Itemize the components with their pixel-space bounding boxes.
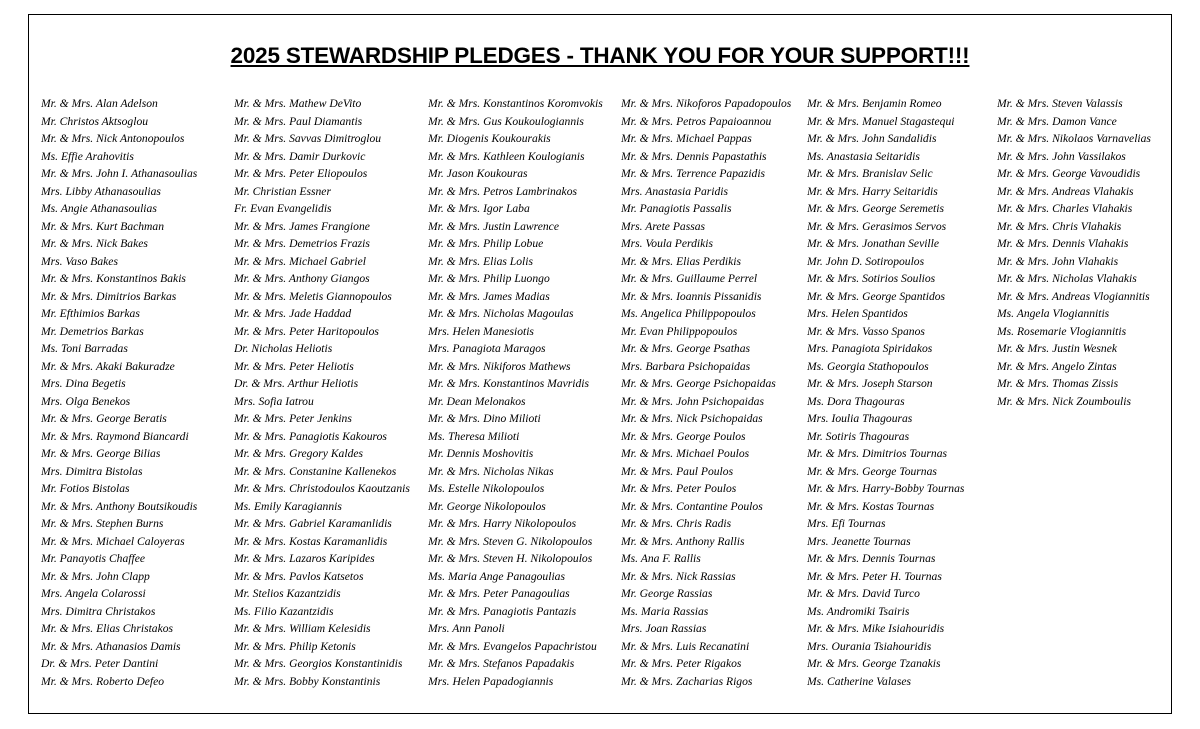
pledge-name: Mr. & Mrs. Nicholas Vlahakis — [997, 272, 1137, 285]
pledge-name: Mr. & Mrs. Sotirios Soulios — [807, 272, 936, 285]
pledge-name: Dr. Nicholas Heliotis — [234, 342, 333, 355]
pledge-name: Mr. & Mrs. Chris Radis — [621, 517, 732, 530]
pledge-name: Mr. & Mrs. Nicholas Nikas — [428, 464, 554, 478]
pledge-name: Mr. & Mrs. Steven Valassis — [997, 97, 1123, 110]
pledge-name: Mr. & Mrs. Constanine Kallenekos — [234, 464, 397, 478]
pledge-name: Mrs. Libby Athanasoulias — [41, 184, 161, 198]
pledge-name: Mr. & Mrs. Nick Antonopoulos — [41, 132, 185, 145]
pledge-name: Mr. & Mrs. Jonathan Seville — [807, 237, 940, 250]
pledges-column-1 — [35, 95, 228, 690]
pledge-name: Mr. & Mrs. Michael Poulos — [621, 447, 750, 460]
pledge-name: Mr. & Mrs. Michael Caloyeras — [41, 534, 185, 548]
pledge-name: Mr. & Mrs. Dennis Papastathis — [621, 149, 767, 163]
pledge-name: Mr. & Mrs. John Clapp — [41, 569, 150, 583]
pledge-name: Mr. & Mrs. Benjamin Romeo — [807, 97, 942, 110]
pledge-name: Mr. & Mrs. Dimitrios Tournas — [807, 447, 948, 460]
pledge-name: Mr. & Mrs. Mathew DeVito — [234, 97, 362, 110]
pledge-name: Mr. & Mrs. Konstantinos Mavridis — [428, 377, 590, 390]
pledge-name: Mr. & Mrs. Damir Durkovic — [234, 149, 366, 163]
pledge-name: Mr. & Mrs. David Turco — [807, 587, 920, 600]
pledge-name: Mr. & Mrs. Guillaume Perrel — [621, 272, 758, 285]
pledge-name: Mr. & Mrs. John Sandalidis — [807, 132, 937, 145]
pledge-name: Mrs. Sofia Iatrou — [234, 394, 314, 408]
pledge-name: Mrs. Arete Passas — [621, 219, 706, 233]
pledge-name: Mr. & Mrs. Alan Adelson — [41, 97, 158, 110]
pledge-name: Mrs. Dimitra Christakos — [41, 604, 156, 618]
pledge-name: Mr. & Mrs. Raymond Biancardi — [41, 429, 189, 443]
pledge-name: Mr. Christos Aktsoglou — [41, 114, 149, 128]
pledge-name: Mr. & Mrs. Kostas Karamanlidis — [234, 534, 388, 548]
pledge-name: Mr. & Mrs. Harry-Bobby Tournas — [807, 482, 965, 495]
pledge-name: Ms. Dora Thagouras — [807, 394, 905, 408]
pledge-name: Mrs. Jeanette Tournas — [807, 534, 911, 548]
pledge-name: Mr. & Mrs. Manuel Stagastequi — [807, 114, 955, 128]
pledge-name: Ms. Georgia Stathopoulos — [807, 359, 929, 373]
pledge-name: Mrs. Helen Papadogiannis — [428, 674, 554, 688]
pledge-name: Mr. & Mrs. Nick Zoumboulis — [997, 394, 1131, 408]
pledge-name: Mr. Efthimios Barkas — [41, 307, 140, 320]
pledge-name: Mr. Sotiris Thagouras — [807, 429, 910, 443]
pledge-name: Mr. & Mrs. George Tournas — [807, 464, 937, 478]
pledge-name: Mr. & Mrs. Kurt Bachman — [41, 219, 165, 233]
pledge-name: Mrs. Anastasia Paridis — [621, 184, 729, 198]
pledge-name: Mr. Dean Melonakos — [428, 394, 526, 408]
pledge-name: Mr. & Mrs. George Beratis — [41, 412, 167, 425]
pledge-name: Mr. & Mrs. James Frangione — [234, 219, 370, 233]
pledge-name: Mr. & Mrs. Kathleen Koulogianis — [428, 149, 585, 163]
pledge-name: Mr. Evan Philippopoulos — [621, 324, 738, 338]
pledge-name: Mr. & Mrs. Anthony Rallis — [621, 534, 745, 548]
pledge-name: Mr. Christian Essner — [234, 184, 331, 198]
pledge-name: Mr. & Mrs. Lazaros Karipides — [234, 552, 375, 565]
page-title: 2025 STEWARDSHIP PLEDGES - THANK YOU FOR YOUR SUPPORT!!! — [230, 43, 970, 68]
pledge-name: Mr. & Mrs. Anthony Boutsikoudis — [41, 499, 198, 513]
pledge-name: Mr. & Mrs. Michael Gabriel — [234, 254, 367, 268]
pledge-name: Mr. & Mrs. Philip Ketonis — [234, 639, 356, 653]
pledge-name: Mr. & Mrs. Meletis Giannopoulos — [234, 289, 392, 303]
pledge-name: Mr. & Mrs. George Bilias — [41, 447, 161, 460]
pledges-column-2 — [228, 95, 422, 690]
pledge-name: Mr. & Mrs. Pavlos Katsetos — [234, 569, 364, 583]
pledge-name: Mr. & Mrs. Christodoulos Kaoutzanis — [234, 482, 410, 495]
pledge-name: Mr. & Mrs. Savvas Dimitroglou — [234, 132, 382, 145]
pledge-name: Mr. & Mrs. Justin Lawrence — [428, 219, 559, 233]
pledge-name: Dr. & Mrs. Peter Dantini — [41, 657, 159, 670]
pledge-name: Ms. Toni Barradas — [41, 342, 128, 355]
pledge-name: Mr. & Mrs. Georgios Konstantinidis — [234, 657, 403, 670]
pledge-name: Mr. & Mrs. John Vassilakos — [997, 149, 1126, 163]
pledge-name: Mr. Dennis Moshovitis — [428, 447, 534, 460]
pledge-name: Dr. & Mrs. Arthur Heliotis — [234, 377, 359, 390]
pledge-name: Mrs. Helen Manesiotis — [428, 324, 534, 338]
pledge-name: Mr. & Mrs. William Kelesidis — [234, 622, 371, 635]
pledge-name: Mrs. Olga Benekos — [41, 394, 131, 408]
pledge-name: Mr. & Mrs. Andreas Vlahakis — [997, 184, 1134, 198]
pledge-name: Mr. & Mrs. Nikoforos Papadopoulos — [621, 97, 792, 110]
pledge-name: Mrs. Panagiota Maragos — [428, 342, 546, 355]
pledge-name: Mr. & Mrs. Zacharias Rigos — [621, 674, 753, 688]
pledge-name: Mr. & Mrs. Stephen Burns — [41, 517, 164, 530]
pledge-name: Mr. & Mrs. Nikolaos Varnavelias — [997, 132, 1151, 145]
pledge-name: Ms. Filio Kazantzidis — [234, 604, 334, 618]
pledge-name: Mrs. Dimitra Bistolas — [41, 464, 143, 478]
pledge-name: Mr. & Mrs. Harry Nikolopoulos — [428, 517, 577, 530]
pledge-name: Mr. & Mrs. John Psichopaidas — [621, 394, 764, 408]
pledge-name: Mr. & Mrs. George Spantidos — [807, 289, 946, 303]
pledge-name: Mr. & Mrs. George Psichopaidas — [621, 377, 776, 390]
pledges-column-5 — [801, 95, 991, 690]
pledge-name: Mr. & Mrs. George Psathas — [621, 342, 751, 355]
pledge-name: Mr. & Mrs. Nick Rassias — [621, 569, 736, 583]
pledge-name: Mr. & Mrs. Chris Vlahakis — [997, 219, 1122, 233]
pledge-name: Mr. & Mrs. George Poulos — [621, 429, 746, 443]
pledge-name: Mr. John D. Sotiropoulos — [807, 254, 925, 268]
pledge-name: Mrs. Voula Perdikis — [621, 237, 713, 250]
pledge-name: Ms. Effie Arahovitis — [41, 149, 134, 163]
pledges-column-4 — [615, 95, 801, 690]
pledge-name: Mr. & Mrs. Steven H. Nikolopoulos — [428, 552, 593, 565]
pledges-column-6 — [991, 95, 1167, 410]
pledges-columns — [35, 95, 1165, 690]
pledge-name: Mr. & Mrs. Dimitrios Barkas — [41, 289, 177, 303]
pledge-name: Mr. & Mrs. Elias Christakos — [41, 622, 174, 635]
pledge-name: Mr. & Mrs. Thomas Zissis — [997, 377, 1119, 390]
pledge-name: Mr. Demetrios Barkas — [41, 324, 144, 338]
pledge-name: Mr. & Mrs. Peter Panagoulias — [428, 587, 570, 600]
pledge-name: Mr. & Mrs. Terrence Papazidis — [621, 167, 766, 180]
pledge-name: Mr. & Mrs. Peter Jenkins — [234, 412, 352, 425]
pledge-name: Mr. & Mrs. Branislav Selic — [807, 167, 933, 180]
pledge-name: Mr. Diogenis Koukourakis — [428, 132, 551, 145]
pledge-name: Mr. & Mrs. Jade Haddad — [234, 307, 352, 320]
pledge-name: Mr. & Mrs. Ioannis Pissanidis — [621, 289, 762, 303]
pledge-name: Ms. Maria Rassias — [621, 604, 709, 618]
pledge-name: Mr. & Mrs. Luis Recanatini — [621, 639, 750, 653]
pledge-name: Mr. & Mrs. Gus Koukoulogiannis — [428, 114, 584, 128]
pledge-name: Mr. & Mrs. Igor Laba — [428, 202, 530, 215]
pledge-name: Mrs. Helen Spantidos — [807, 307, 908, 320]
pledges-sheet — [28, 14, 1172, 714]
pledge-name: Mr. & Mrs. Nicholas Magoulas — [428, 307, 574, 320]
pledge-name: Mr. & Mrs. Nick Psichopaidas — [621, 412, 763, 425]
pledge-name: Mr. & Mrs. Philip Lobue — [428, 237, 544, 250]
pledge-name: Mr. Panayotis Chaffee — [41, 552, 146, 565]
pledge-name: Mr. & Mrs. John I. Athanasoulias — [41, 167, 198, 180]
pledge-name: Mrs. Efi Tournas — [807, 517, 886, 530]
pledge-name: Mr. & Mrs. Peter Poulos — [621, 482, 737, 495]
pledge-name: Mr. Fotios Bistolas — [41, 482, 130, 495]
pledge-name: Mr. George Nikolopoulos — [428, 499, 546, 513]
pledge-name: Mr. & Mrs. Petros Lambrinakos — [428, 184, 578, 198]
pledge-name: Mr. & Mrs. Stefanos Papadakis — [428, 657, 575, 670]
pledge-name: Mr. & Mrs. Petros Papaioannou — [621, 114, 772, 128]
pledge-name: Mr. & Mrs. Charles Vlahakis — [997, 202, 1133, 215]
pledge-name: Mrs. Dina Begetis — [41, 377, 126, 390]
pledge-name: Ms. Rosemarie Vlogiannitis — [997, 324, 1127, 338]
pledge-name: Mr. & Mrs. George Seremetis — [807, 202, 944, 215]
pledge-name: Mr. & Mrs. Konstantinos Bakis — [41, 272, 186, 285]
pledge-name: Mr. & Mrs. Peter Eliopoulos — [234, 167, 368, 180]
pledge-name: Mr. & Mrs. Michael Pappas — [621, 132, 752, 145]
pledge-name: Mrs. Vaso Bakes — [41, 254, 118, 268]
pledge-name: Mr. & Mrs. Paul Poulos — [621, 464, 734, 478]
pledge-name: Mr. & Mrs. Peter Haritopoulos — [234, 324, 379, 338]
pledge-name: Mr. & Mrs. Anthony Giangos — [234, 272, 370, 285]
pledge-name: Mrs. Ourania Tsiahouridis — [807, 639, 932, 653]
pledge-name: Mr. & Mrs. Elias Perdikis — [621, 254, 742, 268]
pledge-name: Mr. & Mrs. Panagiotis Pantazis — [428, 604, 577, 618]
pledge-name: Mr. & Mrs. Angelo Zintas — [997, 359, 1117, 373]
pledge-name: Mrs. Ann Panoli — [428, 622, 505, 635]
pledge-name: Mr. & Mrs. Nick Bakes — [41, 237, 148, 250]
pledge-name: Mr. & Mrs. Contantine Poulos — [621, 499, 763, 513]
pledge-name: Mr. & Mrs. Justin Wesnek — [997, 342, 1118, 355]
pledge-name: Mr. Stelios Kazantzidis — [234, 587, 341, 600]
pledge-name: Mrs. Panagiota Spiridakos — [807, 342, 933, 355]
pledge-name: Mr. & Mrs. Evangelos Papachristou — [428, 639, 597, 653]
pledge-name: Mr. & Mrs. Andreas Vlogiannitis — [997, 289, 1150, 303]
pledge-name: Mr. & Mrs. Philip Luongo — [428, 272, 550, 285]
pledge-name: Fr. Evan Evangelidis — [234, 202, 332, 215]
pledge-name: Mrs. Barbara Psichopaidas — [621, 359, 751, 373]
pledge-name: Ms. Ana F. Rallis — [621, 552, 701, 565]
pledge-name: Ms. Estelle Nikolopoulos — [428, 482, 545, 495]
pledge-name: Mr. & Mrs. Damon Vance — [997, 114, 1117, 128]
pledge-name: Mrs. Angela Colarossi — [41, 587, 146, 600]
pledge-name: Ms. Angie Athanasoulias — [41, 202, 157, 215]
pledge-name: Mr. & Mrs. Peter Heliotis — [234, 359, 354, 373]
pledge-name: Mr. & Mrs. Elias Lolis — [428, 254, 534, 268]
pledge-name: Ms. Angelica Philippopoulos — [621, 307, 756, 320]
pledge-name: Mr. & Mrs. Peter Rigakos — [621, 657, 742, 670]
pledge-name: Mr. & Mrs. Kostas Tournas — [807, 499, 935, 513]
pledge-name: Mr. & Mrs. Bobby Konstantinis — [234, 674, 381, 688]
pledges-column-3 — [422, 95, 615, 690]
pledge-name: Mr. & Mrs. James Madias — [428, 289, 550, 303]
pledge-name: Mr. & Mrs. Joseph Starson — [807, 377, 933, 390]
pledge-name: Mr. & Mrs. John Vlahakis — [997, 254, 1119, 268]
pledge-name: Mr. & Mrs. Peter H. Tournas — [807, 569, 942, 583]
pledge-name: Mrs. Ioulia Thagouras — [807, 412, 913, 425]
pledge-name: Mr. & Mrs. Gerasimos Servos — [807, 219, 947, 233]
pledge-name: Mr. & Mrs. Gregory Kaldes — [234, 447, 364, 460]
pledge-name: Mr. George Rassias — [621, 587, 713, 600]
pledge-name: Mr. & Mrs. George Vavoudidis — [997, 167, 1141, 180]
pledge-name: Ms. Catherine Valases — [807, 674, 912, 688]
pledge-name: Ms. Maria Ange Panagoulias — [428, 569, 565, 583]
pledge-name: Mr. & Mrs. Dennis Vlahakis — [997, 237, 1129, 250]
pledge-name: Mr. & Mrs. Panagiotis Kakouros — [234, 429, 387, 443]
pledge-name: Mr. & Mrs. Demetrios Frazis — [234, 237, 370, 250]
pledge-name: Mr. & Mrs. George Tzanakis — [807, 657, 941, 670]
pledge-name: Mr. & Mrs. Steven G. Nikolopoulos — [428, 534, 593, 548]
pledge-name: Mr. Panagiotis Passalis — [621, 202, 732, 215]
pledge-name: Ms. Theresa Milioti — [428, 429, 520, 443]
pledge-name: Mr. & Mrs. Vasso Spanos — [807, 324, 925, 338]
pledge-name: Mr. & Mrs. Akaki Bakuradze — [41, 359, 175, 373]
pledge-name: Mr. & Mrs. Dino Milioti — [428, 412, 541, 425]
pledge-name: Ms. Anastasia Seitaridis — [807, 149, 920, 163]
pledge-name: Ms. Andromiki Tsairis — [807, 604, 910, 618]
pledge-name: Mr. & Mrs. Nikiforos Mathews — [428, 359, 571, 373]
pledge-name: Mr. & Mrs. Athanasios Damis — [41, 639, 181, 653]
pledge-name: Mr. & Mrs. Mike Isiahouridis — [807, 622, 945, 635]
pledge-name: Mr. & Mrs. Dennis Tournas — [807, 552, 936, 565]
pledge-name: Mrs. Joan Rassias — [621, 622, 707, 635]
pledge-name: Mr. & Mrs. Paul Diamantis — [234, 114, 363, 128]
pledge-name: Mr. & Mrs. Konstantinos Koromvokis — [428, 97, 603, 110]
pledge-name: Mr. & Mrs. Roberto Defeo — [41, 674, 165, 688]
pledge-name: Ms. Emily Karagiannis — [234, 499, 342, 513]
pledge-name: Mr. & Mrs. Gabriel Karamanlidis — [234, 517, 392, 530]
pledge-name: Mr. Jason Koukouras — [428, 167, 528, 180]
pledge-name: Ms. Angela Vlogiannitis — [997, 307, 1110, 320]
pledge-name: Mr. & Mrs. Harry Seitaridis — [807, 184, 938, 198]
